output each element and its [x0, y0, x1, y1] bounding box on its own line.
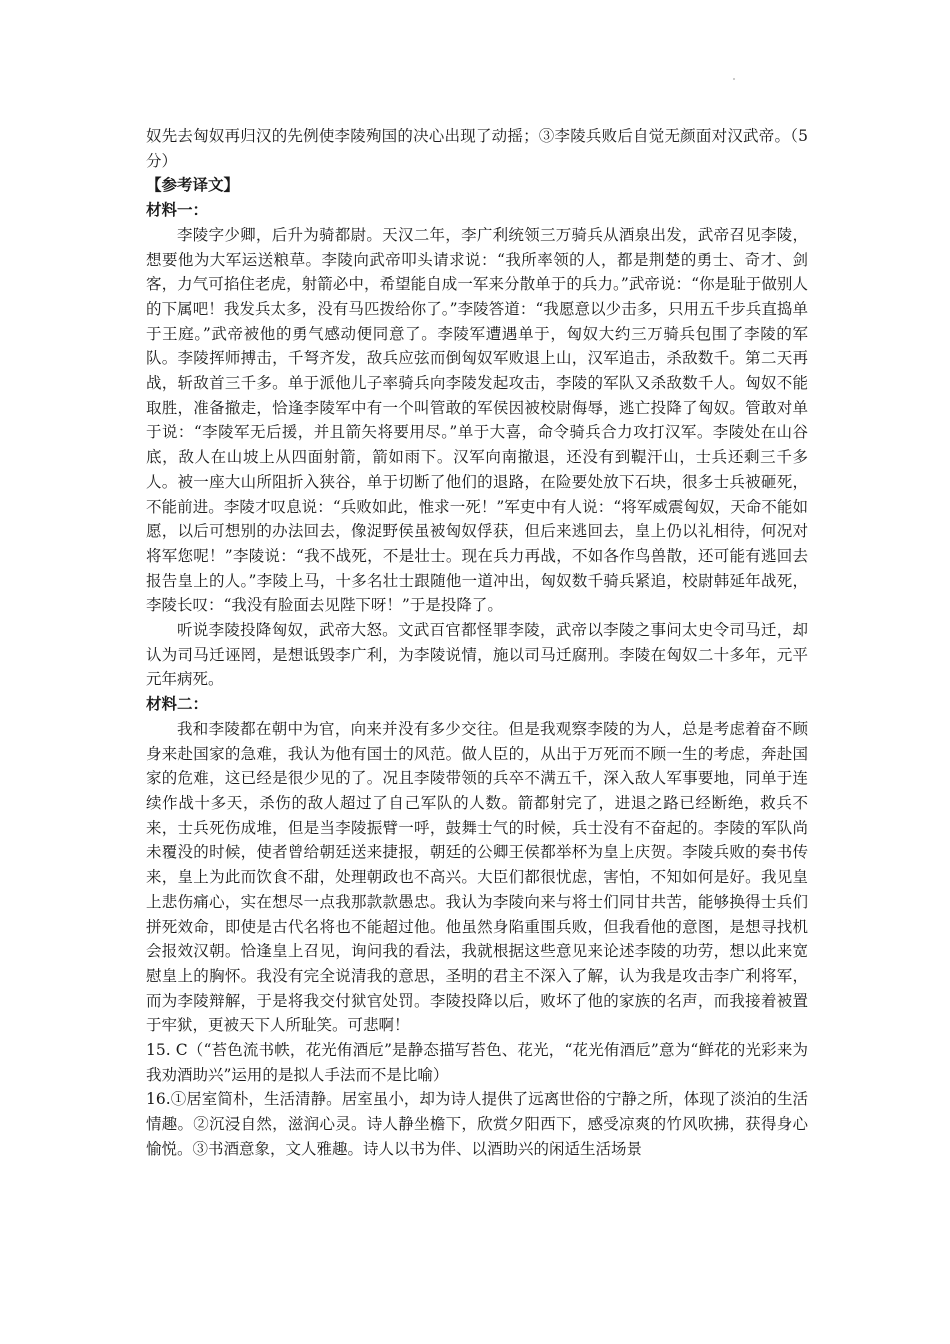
- material2-heading: 材料二：: [146, 695, 209, 714]
- material2-paragraph-1: 我和李陵都在朝中为官，向来并没有多少交往。但是我观察李陵的为人，总是考虑着奋不顾身来赴国家的急难，我认为他有国士的风范。做人臣的，从出于万死而不顾一生的考虑，奔赴国家的危难，这已经是很少见的了。况且李陵带领的兵卒不满五千，深入敌人军事要地，同单于连续作战十多天，杀伤的敌人超过了自己军队的人数。箭都射完了，进退之路已经断绝，救兵不来，士兵死伤成堆，但是当李陵振臂一呼，鼓舞士气的时候，兵士没有不奋起的。李陵的军队尚未覆没的时候，使者曾给朝廷送来捷报，朝廷的公卿王侯都举杯为皇上庆贺。李陵兵败的奏书传来，皇上为此而饮食不甜，处理朝政也不高兴。大臣们都很忧虑，害怕，不知如何是好。我见皇上悲伤痛心，实在想尽一点我那款款愚忠。我认为李陵向来与将士们同甘共苦，能够换得士兵们拼死效命，即使是古代名将也不能超过他。他虽然身陷重围兵败，但我看他的意图，是想寻找机会报效汉朝。恰逢皇上召见，询问我的看法，我就根据这些意见来论述李陵的功劳，想以此来宽慰皇上的胸怀。我没有完全说清我的意思，圣明的君主不深入了解，认为我是攻击李广利将军，而为李陵辩解，于是将我交付狱官处罚。李陵投降以后，败坏了他的家族的名声，而我接着被置于牢狱，更被天下人所耻笑。可悲啊！: [146, 719, 808, 1035]
- material1-heading: 材料一：: [146, 201, 209, 220]
- material1-paragraph-2: 听说李陵投降匈奴，武帝大怒。文武百官都怪罪李陵，武帝以李陵之事问太史令司马迁，却认为司马迁诬罔，是想诋毁李广利，为李陵说情，施以司马迁腐刑。李陵在匈奴二十多年，元平元年病死。: [146, 621, 808, 689]
- scan-speck: [733, 78, 735, 80]
- answer-15: 15. C（“苔色流书帙，花光侑酒卮”是静态描写苔色、花光，“花光侑酒卮”意为“鲜花的光彩来为我劝酒助兴”运用的是拟人手法而不是比喻）: [146, 1041, 808, 1084]
- answer-continuation: 奴先去匈奴再归汉的先例使李陵殉国的决心出现了动摇；③李陵兵败后自觉无颜面对汉武帝。（5分）: [146, 127, 808, 170]
- document-page: [146, 124, 808, 1162]
- translation-heading: 【参考译文】: [146, 176, 240, 195]
- answer-16: 16.①居室简朴，生活清静。居室虽小，却为诗人提供了远离世俗的宁静之所，体现了淡泊的生活情趣。②沉浸自然，滋润心灵。诗人静坐檐下，欣赏夕阳西下，感受凉爽的竹风吹拂，获得身心愉悦。③书酒意象，文人雅趣。诗人以书为伴、以酒助兴的闲适生活场景: [146, 1090, 808, 1158]
- material1-paragraph-1: 李陵字少卿，后升为骑都尉。天汉二年，李广利统领三万骑兵从酒泉出发，武帝召见李陵，想要他为大军运送粮草。李陵向武帝叩头请求说：“我所率领的人，都是荆楚的勇士、奇才、剑客，力气可掐住老虎，射箭必中，希望能自成一军来分散单于的兵力。”武帝说：“你是耻于做别人的下属吧！我发兵太多，没有马匹拨给你了。”李陵答道：“我愿意以少击多，只用五千步兵直捣单于王庭。”武帝被他的勇气感动便同意了。李陵军遭遇单于，匈奴大约三万骑兵包围了李陵的军队。李陵挥师搏击，千弩齐发，敌兵应弦而倒匈奴军败退上山，汉军追击，杀敌数千。第二天再战，斩敌首三千多。单于派他儿子率骑兵向李陵发起攻击，李陵的军队又杀敌数千人。匈奴不能取胜，准备撤走，恰逢李陵军中有一个叫管敢的军侯因被校尉侮辱，逃亡投降了匈奴。管敢对单于说：“李陵军无后援，并且箭矢将要用尽。”单于大喜，命令骑兵合力攻打汉军。李陵处在山谷底，敌人在山坡上从四面射箭，箭如雨下。汉军向南撤退，还没有到鞮汗山，士兵还剩三千多人。被一座大山所阻折入狭谷，单于切断了他们的退路，在险要处放下石块，很多士兵被砸死，不能前进。李陵才叹息说：“兵败如此，惟求一死！”军吏中有人说：“将军威震匈奴，天命不能如愿，以后可想别的办法回去，像浞野侯虽被匈奴俘获，但后来逃回去，皇上仍以礼相待，何况对将军您呢！”李陵说：“我不战死，不是壮士。现在兵力再战，不如各作鸟兽散，还可能有逃回去报告皇上的人。”李陵上马，十多名壮士跟随他一道冲出，匈奴数千骑兵紧追，校尉韩延年战死，李陵长叹：“我没有脸面去见陛下呀！”于是投降了。: [146, 225, 808, 615]
